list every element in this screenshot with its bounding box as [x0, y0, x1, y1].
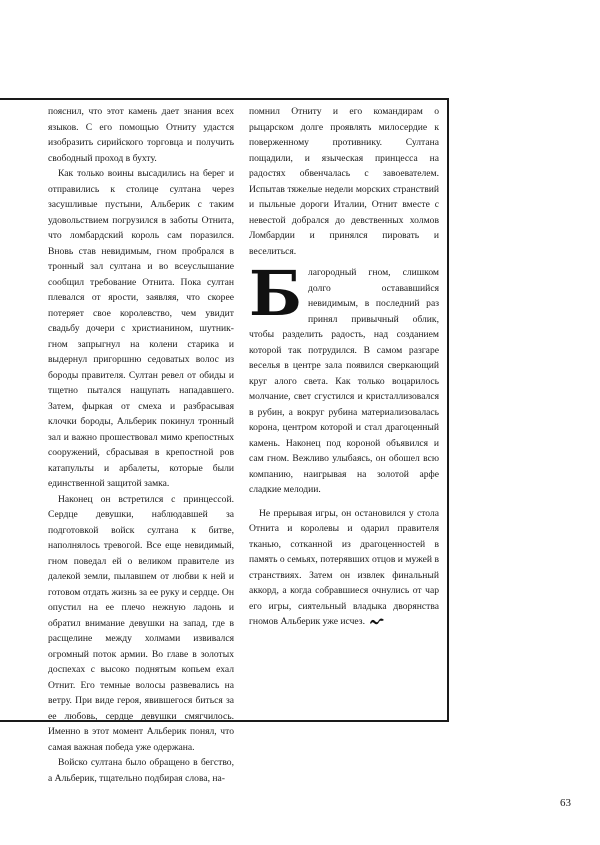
- left-text-column: [48, 104, 234, 786]
- dropcap-paragraph-text: лагородный гном, слишком долго остававшийся невидимым, в последний раз принял привычный облик, чтобы разделить радость, над созданием которой так потрудился. В самом разгаре веселья в центре зала появился сверкающий круг алого света. Как только воцарилось молчание, свет сгустился и кристаллизовался в рубин, а вокруг рубина материализовалась корона, центром которой и стал драгоценный камень. Наконец под короной объявился и сам гном. Вежливо улыбаясь, он обошел всю компанию, наигрывая на золотой арфе сладкие мелодии.: [249, 267, 439, 495]
- paragraph: Как только воины высадились на берег и отправились к столице султана через засушливые пустыни, Альберик с таким удовольствием погрузился в заботы Отнита, что ломбардский король сам поразился. Вновь став невидимым, гном пробрался в тронный зал султана и во всеуслышание сообщил требование Отнита. Пока султан плевался от ярости, заявляя, что скорее потеряет свое королевство, чем увидит свадьбу дочери с христианином, шутник-гном запрыгнул на колени старика и выдернул пригоршню седоватых волос из бороды правителя. Султан ревел от обиды и тщетно пытался нащупать нападавшего. Затем, фыркая от смеха и разбрасывая клочки бороды, Альберик покинул тронный зал и важно прошествовал мимо крепостных сооружений, сбрасывая в крепостной ров катапульты и арбалеты, которые были единственной защитой замка.: [48, 168, 234, 489]
- page-number: 63: [560, 797, 571, 809]
- end-ornament-icon: [369, 617, 385, 626]
- final-paragraph-text: Не прерывая игры, он остановился у стола Отнита и королевы и одарил правителя тканью, сотканной из драгоценностей в память о семьях, потерявших отцов и мужей в странствиях. Затем он извлек финальный аккорд, а когда собравшиеся очнулись от чар его игры, сиятельный владыка дворянства гномов Альберик уже исчез.: [249, 507, 439, 627]
- final-paragraph: [249, 506, 439, 630]
- dropcap-paragraph: [249, 257, 439, 498]
- right-text-column: [249, 104, 439, 630]
- paragraph: Наконец он встретился с принцессой. Сердце девушки, наблюдавшей за подготовкой войск султана к битве, наполнялось тревогой. Все еще невидимый, гном поведал ей о великом правителе из далекой земли, пылавшем от любви к ней и готовом отдать жизнь за ее руку и сердце. Он опустил на ее плечо нежную ладонь и обратил внимание девушки на запад, где в расщелине между холмами извивался огромный поток армии. Во главе в золотых доспехах с высоко поднятым копьем ехал Отнит. Его темные волосы развевались на ветру. При виде героя, явившегося биться за ее любовь, сердце девушки смягчилось. Именно в этот момент Альберик понял, что самая важная победа уже одержана.: [48, 493, 234, 753]
- paragraph: пояснил, что этот камень дает знания всех языков. С его помощью Отниту удастся изобразить сирийского торговца и получить свободный проход в бухту.: [48, 106, 234, 164]
- paragraph: Войско султана было обращено в бегство, а Альберик, тщательно подбирая слова, на-: [48, 757, 234, 784]
- dropcap-letter: Б: [249, 257, 302, 330]
- paragraph: помнил Отниту и его командирам о рыцарском долге проявлять милосердие к поверженному противнику. Султана пощадили, и языческая принцесса на радостях обвенчалась с завоевателем. Испытав тяжелые недели морских странствий и пыльные дороги Италии, Отнит вместе с невестой добрался до девственных холмов Ломбардии и принялся пировать и веселиться.: [249, 106, 439, 257]
